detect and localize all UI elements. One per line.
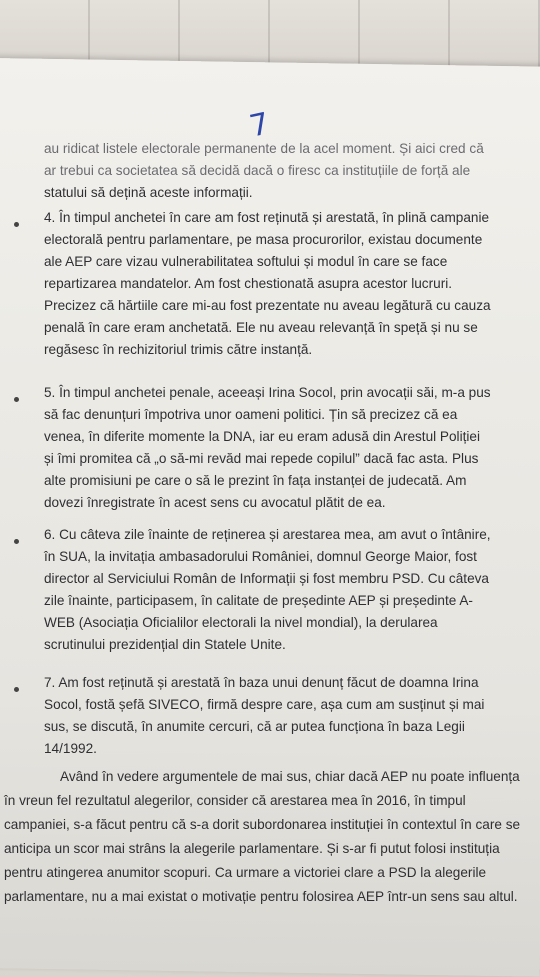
handwritten-page-number: 7 (246, 106, 273, 145)
text-line: electorală pentru parlamentare, pe masa procurorilor, existau documente (44, 232, 483, 247)
text-line: 6. Cu câteva zile înainte de reținerea și arestarea mea, am avut o întânire, (44, 527, 491, 542)
text-line: anticipa un scor mai strâns la alegerile parlamentare. Și s-ar fi putut folosi instituția (4, 841, 500, 856)
text-line: statului să dețină aceste informații. (44, 185, 253, 200)
text-line: sus, se discută, în anumite cercuri, că ar putea funcționa în baza Legii (44, 719, 465, 734)
text-line: ar trebui ca societatea să decidă dacă o firesc ca instituțiile de forță ale (44, 163, 471, 178)
text-line: parlamentare, nu a mai existat o motivație pentru folosirea AEP într-un sens sau altul. (4, 889, 518, 904)
text-line: alte promisiuni pe care o să le prezint în fața instanței de judecată. Am (44, 473, 467, 488)
bullet-point-5 (14, 397, 19, 402)
text-line: Socol, fostă șefă SIVECO, firmă despre care, așa cum am susținut și mai (44, 697, 485, 712)
bullet-point-7 (14, 687, 19, 692)
text-line: scrutinului prezidențial din Statele Unite. (44, 637, 286, 652)
text-line: WEB (Asociația Oficialilor electorali la nivel mondial), la derularea (44, 615, 438, 630)
text-line: venea, în diferite momente la DNA, iar eu eram adusă din Arestul Poliției (44, 429, 480, 444)
bullet-point-4 (14, 222, 19, 227)
bullet-point-6 (14, 539, 19, 544)
text-line: Precizez că hărtiile care mi-au fost prezentate nu aveau legătură cu cauza (44, 298, 491, 313)
text-line: în SUA, la invitația ambasadorului României, domnul George Maior, fost (44, 549, 477, 564)
text-line: Având în vedere argumentele de mai sus, chiar dacă AEP nu poate influența (60, 769, 520, 784)
text-line: au ridicat listele electorale permanente de la acel moment. Și aici cred că (44, 141, 484, 156)
text-line: și îmi promitea că „o să-mi revăd mai repede copilul” dacă fac asta. Plus (44, 451, 479, 466)
text-line: zile înainte, participasem, în calitate de președinte AEP și președinte A- (44, 593, 473, 608)
text-line: dovezi înregistrate în acest sens cu avocatul plătit de ea. (44, 495, 386, 510)
text-line: campaniei, s-a făcut pentru că s-a dorit subordonarea instituției în contextul în care se (4, 817, 521, 832)
text-line: regăsesc în rechizitoriul trimis către instanță. (44, 342, 313, 357)
text-line: ale AEP care vizau vulnerabilitatea softului și modul în care se face (44, 254, 448, 269)
text-line: director al Serviciului Român de Informații și fost membru PSD. Cu câteva (44, 571, 489, 586)
text-line: 7. Am fost reținută și arestată în baza unui denunț făcut de doamna Irina (44, 675, 479, 690)
text-line: repartizarea mandatelor. Am fost chestionată asupra acestor lucruri. (44, 276, 453, 291)
text-line: 4. În timpul anchetei în care am fost reținută și arestată, în plină campanie (44, 210, 490, 225)
text-line: 14/1992. (44, 741, 97, 756)
text-line: 5. În timpul anchetei penale, aceeași Irina Socol, prin avocații săi, m-a pus (44, 385, 491, 400)
text-line: penală în care eram anchetată. Ele nu aveau relevanță în speță și nu se (44, 320, 478, 335)
text-line: în vreun fel rezultatul alegerilor, consider că arestarea mea în 2016, în timpul (4, 793, 466, 808)
text-line: pentru atingerea anumitor scopuri. Ca urmare a victoriei clare a PSD la alegerile (4, 865, 487, 880)
text-line: să fac denunțuri împotriva unor oameni politici. Țin să precizez că ea (44, 407, 458, 422)
